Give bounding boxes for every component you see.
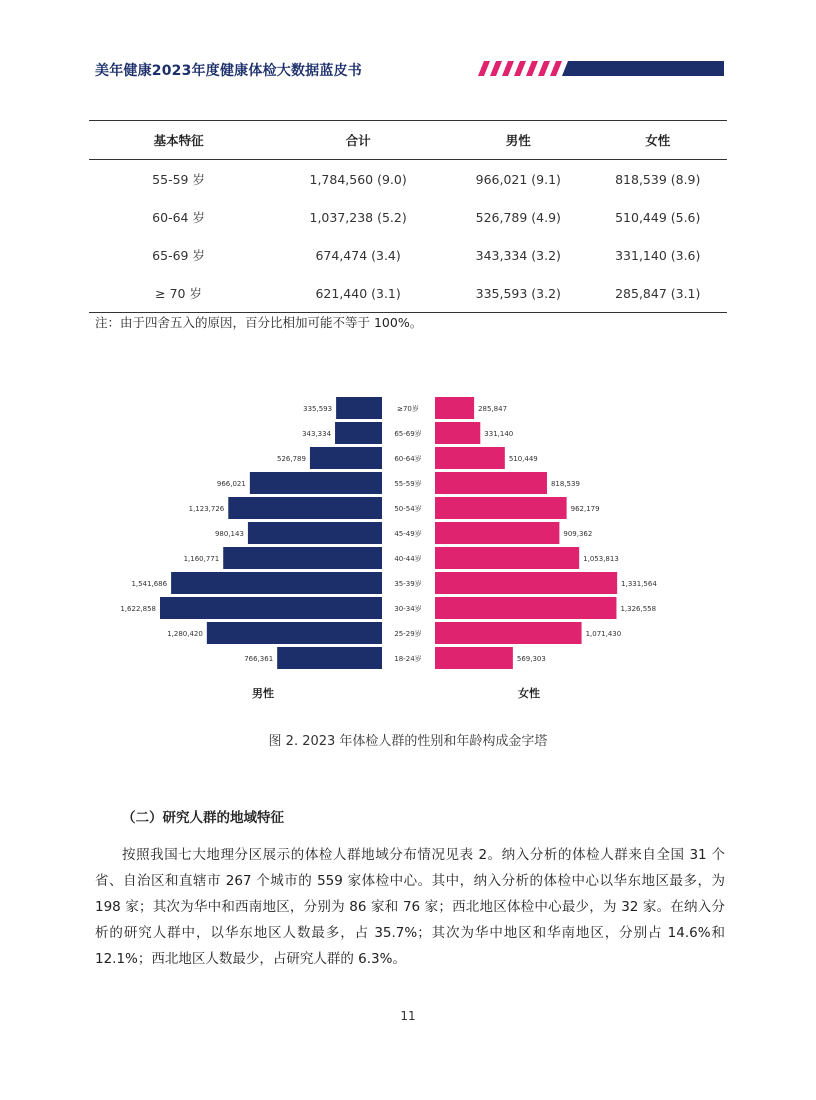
male-bar [171,572,382,594]
table-cell: 55-59 岁 [152,172,205,187]
male-value-label: 1,541,686 [131,580,168,588]
female-bar [435,472,547,494]
male-bar [277,647,382,669]
body-paragraph: 按照我国七大地理分区展示的体检人群地域分布情况见表 2。纳入分析的体检人群来自全国 31 个省、自治区和直辖市 267 个城市的 559 家体检中心。其中，纳入分析的体检中心以华东地区最多，为 198 家；其次为华中和西南地区，分别为 86 家和 76 家；西北地区体检中心最少，为 32 家。在纳入分析的研究人群中，以华东地区人数最多，占 35.7%；其次为华中地区和华南地区，分别占 14.6%和 12.1%；西北地区人数最少，占研究人群的 6.3%。 [95,847,725,967]
female-bar [435,572,617,594]
age-category-label: 40-44岁 [394,555,422,563]
table-header-row [89,121,727,160]
table-note: 注：由于四舍五入的原因，百分比相加可能不等于 100%。 [95,315,423,330]
female-bar [435,647,513,669]
page-number: 11 [400,1009,416,1023]
table-cell: 510,449 (5.6) [615,209,701,225]
age-category-label: 45-49岁 [394,530,422,538]
male-bar [223,547,382,569]
table-header-cell: 基本特征 [89,121,268,160]
female-value-label: 285,847 [478,405,508,413]
stripe [490,61,502,76]
table-cell: 818,539 (8.9) [615,171,701,187]
legend-male-label: 男性 [252,687,274,700]
section-heading: （二）研究人群的地域特征 [122,810,284,826]
table-cell: 966,021 (9.1) [475,171,561,187]
table-cell: 285,847 (3.1) [589,274,728,313]
stripe [502,61,514,76]
female-bar [435,547,579,569]
female-value-label: 1,053,813 [583,555,619,563]
table-cell: 674,474 (3.4) [315,247,401,263]
age-category-label: 18-24岁 [394,655,422,663]
table-row [89,274,727,313]
table-row [89,236,727,274]
table-header-cell: 合计 [268,121,448,160]
table-header-cell: 男性 [448,121,588,160]
female-value-label: 1,071,430 [585,630,622,638]
population-pyramid-chart [0,385,816,710]
male-value-label: 1,123,726 [188,505,225,513]
female-value-label: 818,539 [550,480,580,488]
stripe [550,61,562,76]
header-title: 美年健康2023年度健康体检大数据蓝皮书 [95,63,362,79]
age-category-label: 35-39岁 [394,580,422,588]
table-cell: ≥ 70 岁 [89,274,268,313]
female-bar [435,422,480,444]
age-category-label: 65-69岁 [394,430,422,438]
female-value-label: 909,362 [563,530,593,538]
female-value-label: 331,140 [484,430,514,438]
male-value-label: 335,593 [303,405,333,413]
female-bar [435,622,582,644]
figure-caption: 图 2. 2023 年体检人群的性别和年龄构成金字塔 [268,734,548,749]
table-cell: 1,784,560 (9.0) [309,171,407,187]
female-value-label: 510,449 [508,455,538,463]
table-cell: 60-64 岁 [152,210,205,225]
female-value-label: 569,303 [516,655,546,663]
stripe-bar [562,61,724,76]
male-value-label: 1,622,858 [120,605,156,613]
table-row [89,160,727,199]
age-category-label: 60-64岁 [394,455,422,463]
stripe [514,61,526,76]
table-row [89,198,727,236]
table-cell: 65-69 岁 [152,248,205,263]
age-category-label: 30-34岁 [394,605,422,613]
male-bar [335,422,382,444]
male-bar [207,622,382,644]
female-bar [435,447,505,469]
male-value-label: 1,280,420 [167,630,203,638]
age-category-label: 50-54岁 [394,505,422,513]
female-bar [435,497,567,519]
table-cell: 343,334 (3.2) [475,247,561,263]
male-bar [310,447,382,469]
female-bar [435,397,474,419]
male-value-label: 343,334 [302,430,332,438]
table-cell: 331,140 (3.6) [615,247,701,263]
male-value-label: 966,021 [216,480,246,488]
female-value-label: 962,179 [570,505,600,513]
table-cell: 1,037,238 (5.2) [309,209,407,225]
male-bar [336,397,382,419]
female-bar [435,522,559,544]
male-value-label: 980,143 [214,530,244,538]
male-value-label: 1,160,771 [183,555,220,563]
male-value-label: 766,361 [244,655,274,663]
male-bar [250,472,382,494]
female-bar [435,597,616,619]
legend-female-label: 女性 [518,687,540,700]
age-category-label: ≥70岁 [397,405,419,413]
header-stripes-decoration [478,61,724,76]
age-category-label: 25-29岁 [394,630,422,638]
age-distribution-table [89,120,727,313]
male-bar [160,597,382,619]
male-value-label: 526,789 [276,455,306,463]
table-cell: 526,789 (4.9) [475,209,561,225]
table-cell: 335,593 (3.2) [448,274,588,313]
stripe [538,61,550,76]
stripe [526,61,538,76]
male-bar [228,497,382,519]
table-header-cell: 女性 [589,121,728,160]
female-value-label: 1,331,564 [621,580,657,588]
stripe [478,61,490,76]
age-category-label: 55-59岁 [394,480,422,488]
male-bar [248,522,382,544]
female-value-label: 1,326,558 [620,605,657,613]
table-cell: 621,440 (3.1) [268,274,448,313]
